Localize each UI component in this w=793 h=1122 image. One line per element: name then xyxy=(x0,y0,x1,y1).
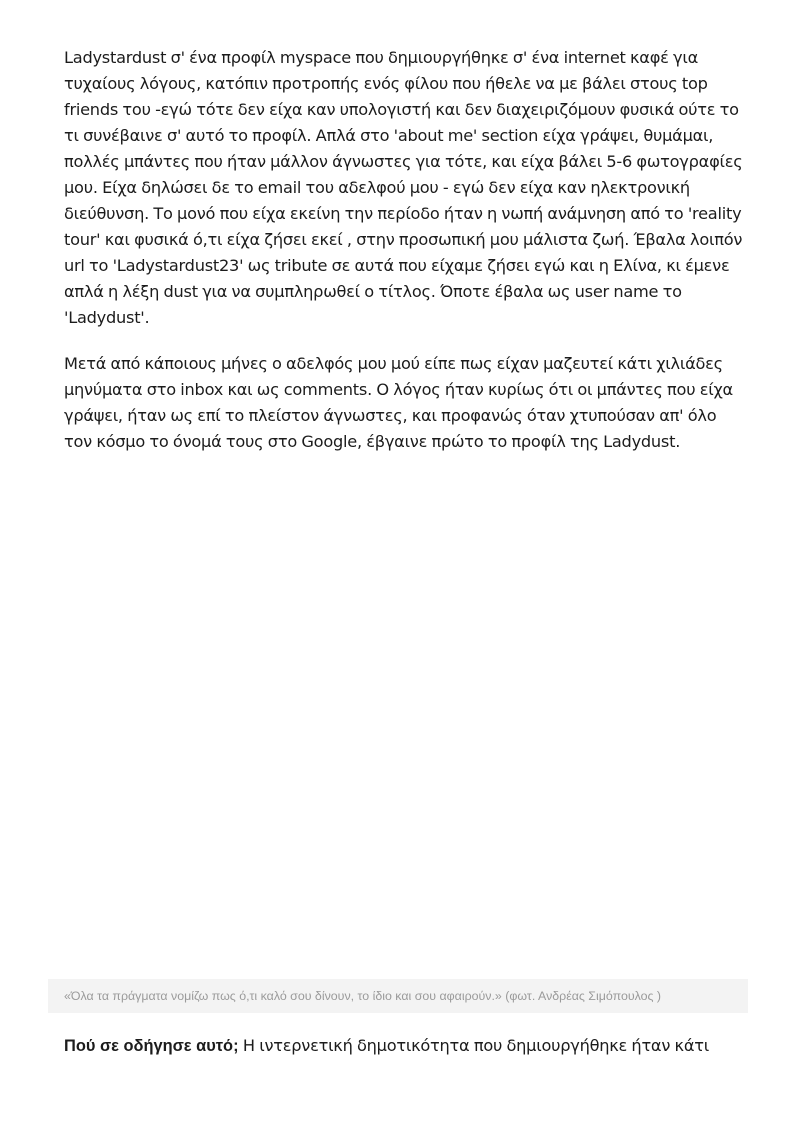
article-paragraph-2: Μετά από κάποιους μήνες ο αδελφός μου μού είπε πως είχαν μαζευτεί κάτι χιλιάδες μηνύματα στο inbox και ως comments. Ο λόγος ήταν κυρίως ότι οι μπάντες που είχα γράψει, ήταν ως επί το πλείστον άγνωστες, και προφανώς όταν χτυπούσαν απ' όλο τον κόσμο το όνομά τους στο Google, έβγαινε πρώτο το προφίλ της Ladydust. xyxy=(64,354,733,451)
interview-question: Πού σε οδήγησε αυτό; xyxy=(64,1037,239,1055)
article-paragraph-1: Ladystardust σ' ένα προφίλ myspace που δημιουργήθηκε σ' ένα internet καφέ για τυχαίους λόγους, κατόπιν προτροπής ενός φίλου που ήθελε να με βάλει στους top friends του -εγώ τότε δεν είχα καν υπολογιστή και δεν διαχειριζόμουν φυσικά ούτε το τι συνέβαινε σ' αυτό το προφίλ. Απλά στο 'about me' section είχα γράψει, θυμάμαι, πολλές μπάντες που ήταν μάλλον άγνωστες για τότε, και είχα βάλει 5-6 φωτογραφίες μου. Είχα δηλώσει δε το email του αδελφού μου - εγώ δεν είχα καν ηλεκτρονική διεύθυνση. Το μονό που είχα εκείνη την περίοδο ήταν η νωπή ανάμνηση από το 'reality tour' και φυσικά ό,τι είχα ζήσει εκεί , στην προσωπική μου μάλιστα ζωή. Έβαλα λοιπόν url το 'Ladystardust23' ως tribute σε αυτά που είχαμε ζήσει εγώ και η Ελίνα, κι έμενε απλά η λέξη dust για να συμπληρωθεί ο τίτλος. Όποτε έβαλα ως user name το 'Ladydust'. xyxy=(64,48,743,327)
photo-caption-text: «Όλα τα πράγματα νομίζω πως ό,τι καλό σου δίνουν, το ίδιο και σου αφαιρούν.» (φωτ. Ανδρέας Σιμόπουλος ) xyxy=(64,989,662,1003)
photo-caption xyxy=(48,979,748,1013)
interview-question-line xyxy=(64,1033,744,1059)
interview-answer-start: Η ιντερνετική δημοτικότητα που δημιουργήθηκε ήταν κάτι xyxy=(238,1036,709,1055)
article-body xyxy=(64,45,744,455)
article-photo xyxy=(48,492,748,978)
